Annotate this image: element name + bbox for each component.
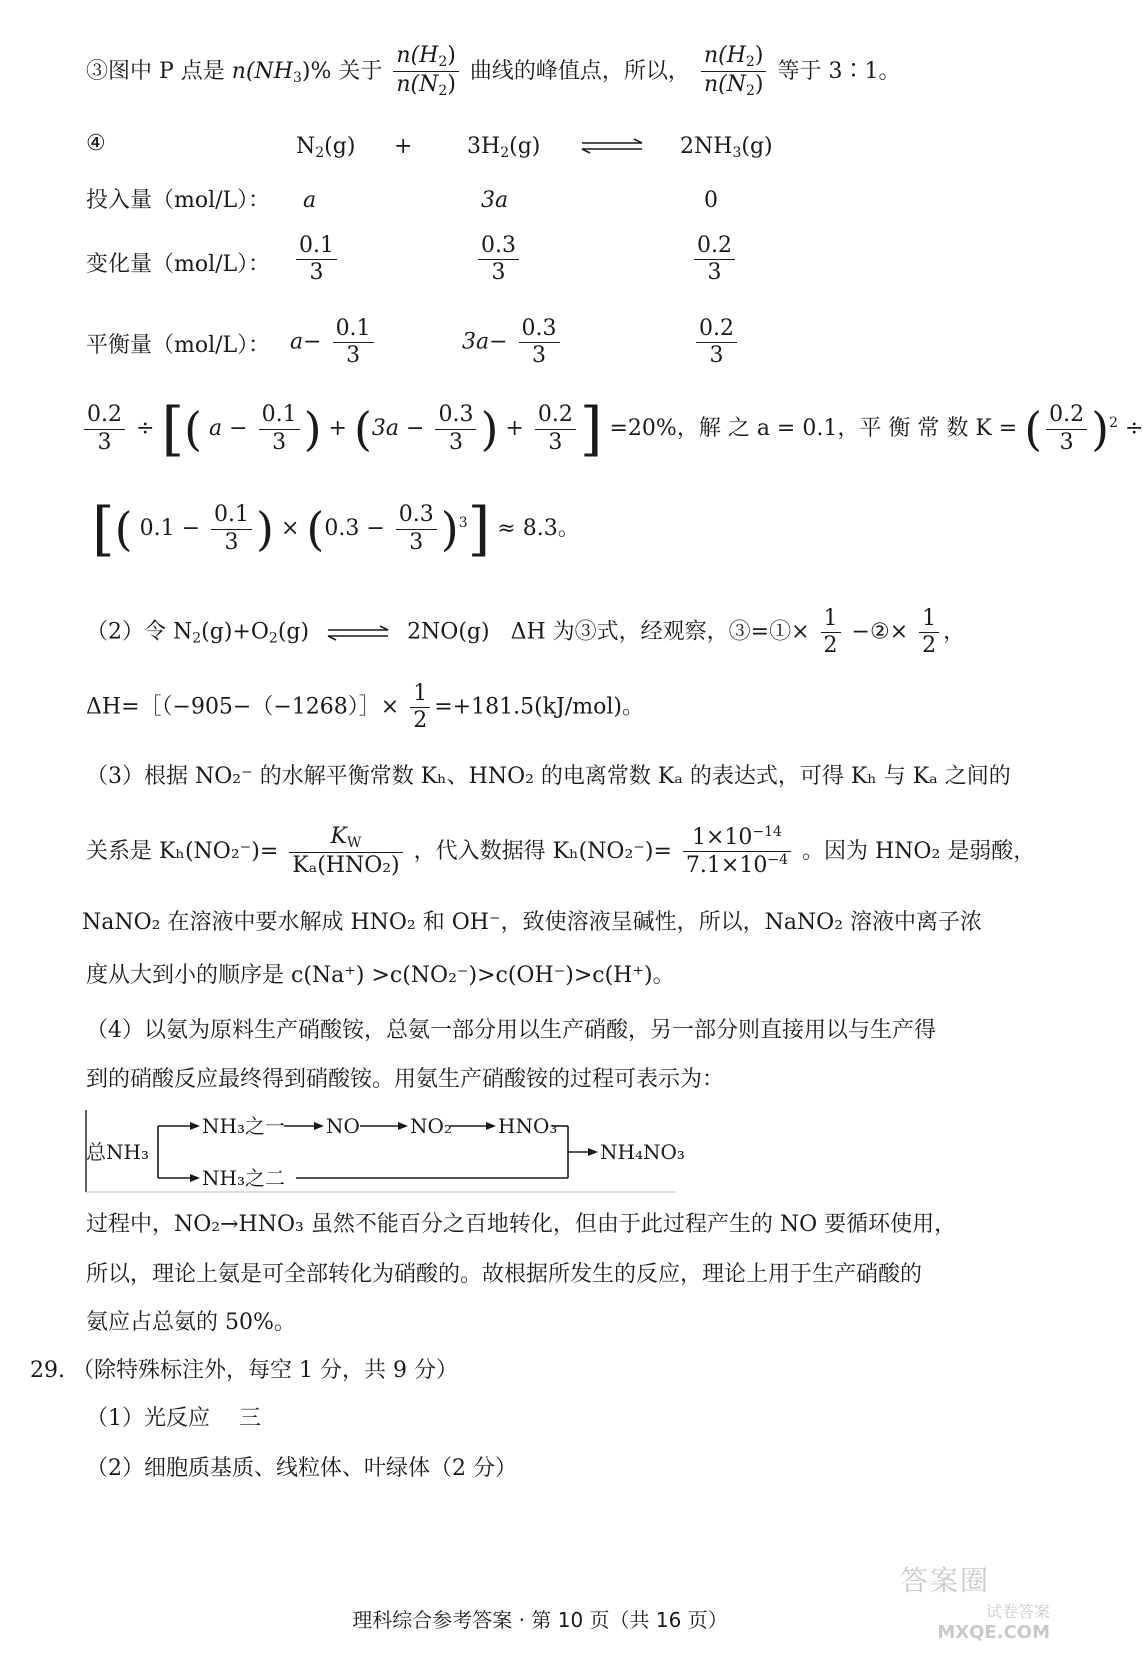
p4-h2-sub: 2 <box>500 145 510 161</box>
p3-f1-den-close: ) <box>447 72 456 98</box>
p3-f2-num-sub: 2 <box>745 54 755 70</box>
calc-f3-den: 3 <box>448 429 463 455</box>
q4-line-2: 到的硝酸反应最终得到硝酸铵。用氨生产硝酸铵的过程可表示为： <box>86 1067 725 1092</box>
p3-f1-num-sub: 2 <box>438 54 448 70</box>
calc2-times: × <box>280 516 300 541</box>
p3-about: )% 关于 <box>301 58 383 84</box>
change-3 <box>690 234 739 285</box>
calc-f2-den: 3 <box>272 429 287 455</box>
q2-t5: ΔH 为③式，经观察，③=①× <box>510 619 810 645</box>
p3-f2-den: n(N <box>703 72 746 98</box>
eq-3-den: 3 <box>709 343 724 369</box>
eq-1-num: 0.1 <box>333 317 374 343</box>
q2-t4: 2NO(g) <box>407 619 490 645</box>
calc2-b: 0.3 − <box>324 516 385 541</box>
calc-k-den: 3 <box>1059 429 1074 455</box>
q29-answer-1: （1）光反应 三 <box>86 1406 261 1431</box>
q3-ka: Kₐ(HNO₂) <box>292 853 400 879</box>
eq-3 <box>692 317 741 368</box>
input-0: 0 <box>704 188 718 213</box>
p4-h2-g: (g) <box>509 134 541 159</box>
calc-k-num: 0.2 <box>1046 403 1087 429</box>
change-label: 变化量（mol/L）： <box>86 252 271 277</box>
q2-l2b: =+181.5(kJ/mol)。 <box>434 694 644 720</box>
eq-1 <box>290 317 378 368</box>
calc-f4-num: 0.2 <box>535 403 576 429</box>
eq-1-den: 3 <box>346 343 361 369</box>
q29-header: （除特殊标注外，每空 1 分，共 9 分） <box>72 1358 458 1383</box>
q29-answer-2: （2）细胞质基质、线粒体、叶绿体（2 分） <box>86 1456 517 1481</box>
calc-paren-l2-icon: ( <box>353 402 372 456</box>
q29-number: 29. <box>30 1358 65 1383</box>
p4-nh3-g: (g) <box>741 134 773 159</box>
q3-den-exp: −4 <box>767 852 788 869</box>
calc-div-2: ÷ <box>1125 416 1143 441</box>
flow-total: 总NH₃ <box>86 1140 149 1164</box>
p4-n2-g: (g) <box>324 134 356 159</box>
equilibrium-arrow-icon-2 <box>326 626 390 640</box>
q2-t2: (g)+O <box>201 619 269 645</box>
calc-square: 2 <box>1109 415 1119 431</box>
p4-nh3 <box>680 134 773 162</box>
change-2-num: 0.3 <box>478 234 519 260</box>
input-3a-text: 3a <box>481 188 509 213</box>
p4-h2 <box>467 134 540 162</box>
eq-label: 平衡量（mol/L）： <box>86 333 271 358</box>
calc2-f1-num: 0.1 <box>211 503 252 529</box>
p3-line <box>86 44 900 100</box>
calc2-f2-num: 0.3 <box>396 503 437 529</box>
q3-l2b: ，代入数据得 Kₕ(NO₂⁻)= <box>413 838 672 864</box>
change-3-den: 3 <box>707 260 722 286</box>
q3-line-4: 度从大到小的顺序是 c(Na⁺) >c(NO₂⁻)>c(OH⁻)>c(H⁺)。 <box>86 963 675 988</box>
q3-kw-sub: W <box>346 835 362 851</box>
q2-t3: (g) <box>277 619 310 645</box>
calc-3a-minus: 3a − <box>371 416 425 441</box>
calc-paren-l1-icon: ( <box>184 402 203 456</box>
calc-paren-l3-icon: ( <box>1024 402 1043 456</box>
p3-prefix: ③图中 P 点是 <box>86 58 225 84</box>
calc-f1-den: 3 <box>97 429 112 455</box>
p4-plus: + <box>394 134 413 159</box>
q2-half3-num: 1 <box>410 682 430 708</box>
nh3-process-diagram <box>86 1108 706 1200</box>
calc-line-2 <box>92 495 580 563</box>
q2-l2a: ΔH=［（−905−（−1268）］× <box>86 694 400 720</box>
p3-n-nh3: n(NH <box>231 58 293 84</box>
input-label: 投入量（mol/L）： <box>86 188 271 213</box>
q2-half1-den: 2 <box>823 633 838 659</box>
q2-half1-num: 1 <box>821 607 841 633</box>
p4-n2-sub: 2 <box>315 145 325 161</box>
q3-l2a: 关系是 Kₕ(NO₂⁻)= <box>86 838 279 864</box>
calc2-paren-r1-icon: ) <box>256 502 274 556</box>
p4-nh3-text: 2NH <box>680 134 733 159</box>
q3-den: 7.1×10 <box>685 853 768 879</box>
q2-t6: −②× <box>851 619 909 645</box>
q3-l2c: 。因为 HNO₂ 是弱酸， <box>801 838 1036 864</box>
calc-plus-1: + <box>328 416 347 441</box>
q3-line-1: （3）根据 NO₂⁻ 的水解平衡常数 Kₕ、HNO₂ 的电离常数 Kₐ 的表达式，可得 Kₕ 与 Kₐ 之间的 <box>86 764 1011 789</box>
q3-line-2 <box>86 825 1035 879</box>
calc2-a: 0.1 − <box>139 516 201 541</box>
q3-kw: K <box>330 824 347 849</box>
calc-f1-num: 0.2 <box>84 403 125 429</box>
p3-fraction-1 <box>393 44 459 100</box>
p3-suffix: 等于 3∶1。 <box>777 58 901 84</box>
input-3a <box>481 188 508 214</box>
change-1 <box>292 234 341 285</box>
input-a <box>303 188 316 214</box>
eq-2-num: 0.3 <box>519 317 560 343</box>
q2-line-1 <box>86 607 965 658</box>
p3-f2-num: n(H <box>703 43 746 68</box>
p3-sub3: 3 <box>292 69 302 86</box>
calc-div: ÷ <box>136 416 155 441</box>
calc2-bracket-left-icon: [ <box>92 495 115 563</box>
flow-no: NO <box>326 1114 360 1138</box>
q4-line-3: 过程中，NO₂→HNO₃ 虽然不能百分之百地转化，但由于此过程产生的 NO 要循环使用， <box>86 1212 957 1237</box>
calc2-paren-l1-icon: ( <box>114 502 133 556</box>
calc-paren-r2-icon: ) <box>480 402 499 456</box>
eq-2-prefix: 3a− <box>462 329 508 355</box>
watermark-line-1: 答案圈 <box>900 1564 991 1597</box>
calc-result: =20%，解 之 a = 0.1，平 衡 常 数 K = <box>609 416 1018 441</box>
p4-label: ④ <box>86 131 106 156</box>
site-watermark <box>900 1559 1050 1649</box>
calc2-approx: ≈ 8.3。 <box>497 516 580 541</box>
calc2-bracket-right-icon: ] <box>467 495 491 563</box>
q3-num: 1×10 <box>691 825 753 851</box>
q3-line-3: NaNO₂ 在溶液中要水解成 HNO₂ 和 OH⁻，致使溶液呈碱性，所以，NaNO₂ 溶液中离子浓 <box>82 910 983 935</box>
calc2-paren-l2-icon: ( <box>306 502 325 556</box>
eq-1-prefix: a− <box>290 329 322 355</box>
p3-f1-den-sub: 2 <box>438 83 448 100</box>
q2-s2: 2 <box>268 630 278 647</box>
q4-line-5: 氨应占总氨的 50%。 <box>86 1310 296 1335</box>
eq-3-num: 0.2 <box>696 317 737 343</box>
p3-f2-den-close: ) <box>754 72 764 98</box>
watermark-line-2: 试卷答案 <box>985 1602 1050 1621</box>
q2-half2-den: 2 <box>922 633 937 659</box>
p3-fraction-2 <box>701 44 767 100</box>
calc-a-minus: a − <box>209 416 248 441</box>
p4-nh3-sub: 3 <box>732 145 742 161</box>
calc-f2-num: 0.1 <box>259 403 300 429</box>
q2-half2-num: 1 <box>919 607 939 633</box>
calc-bracket-left-icon: [ <box>161 395 185 463</box>
flow-hno3: HNO₃ <box>498 1114 558 1138</box>
q2-line-2 <box>86 682 644 733</box>
watermark-line-3: MXQE.COM <box>937 1622 1050 1643</box>
equilibrium-arrow-icon <box>580 139 644 153</box>
calc-plus-2: + <box>505 416 524 441</box>
calc2-cube: 3 <box>458 515 468 531</box>
p4-n2 <box>296 134 355 162</box>
calc-paren-r1-icon: ) <box>303 402 322 456</box>
calc-line-1 <box>80 395 1143 463</box>
q4-line-4: 所以，理论上氨是可全部转化为硝酸的。故根据所发生的反应，理论上用于生产硝酸的 <box>86 1262 923 1287</box>
p3-f2-den-sub: 2 <box>745 83 755 100</box>
calc-paren-r3-icon: ) <box>1091 402 1110 456</box>
p3-f2-num-close: ) <box>754 43 764 68</box>
change-3-num: 0.2 <box>694 234 735 260</box>
change-1-den: 3 <box>309 260 324 286</box>
flow-part1: NH₃之一 <box>202 1114 285 1138</box>
input-a-text: a <box>303 188 317 213</box>
p3-f1-num: n(H <box>396 43 439 68</box>
p4-n2-text: N <box>296 134 316 159</box>
p3-mid: 曲线的峰值点，所以， <box>469 58 690 84</box>
change-2-den: 3 <box>491 260 506 286</box>
calc-f3-num: 0.3 <box>435 403 476 429</box>
flow-part2: NH₃之二 <box>202 1166 285 1190</box>
q4-line-1: （4）以氨为原料生产硝酸铵，总氨一部分用以生产硝酸，另一部分则直接用以与生产得 <box>86 1018 936 1043</box>
change-2 <box>474 234 523 285</box>
eq-2 <box>462 317 564 368</box>
page-footer: 理科综合参考答案 · 第 10 页（共 16 页） <box>352 1608 728 1632</box>
q2-t7: ， <box>943 619 966 645</box>
calc2-paren-r2-icon: ) <box>440 502 459 556</box>
flow-no2: NO₂ <box>410 1114 452 1138</box>
calc2-f1-den: 3 <box>224 529 239 555</box>
q2-half3-den: 2 <box>413 708 428 734</box>
calc-f4-den: 3 <box>548 429 563 455</box>
eq-2-den: 3 <box>532 343 547 369</box>
flow-product: NH₄NO₃ <box>600 1140 685 1164</box>
q3-num-exp: −14 <box>752 824 782 841</box>
calc-bracket-right-icon: ] <box>579 395 603 463</box>
calc2-f2-den: 3 <box>409 529 424 555</box>
q2-t1: （2）令 N <box>86 619 193 645</box>
p3-f1-num-close: ) <box>447 43 456 68</box>
q2-s1: 2 <box>192 630 202 647</box>
p4-h2-text: 3H <box>467 134 501 159</box>
p3-f1-den: n(N <box>396 72 439 98</box>
change-1-num: 0.1 <box>296 234 337 260</box>
